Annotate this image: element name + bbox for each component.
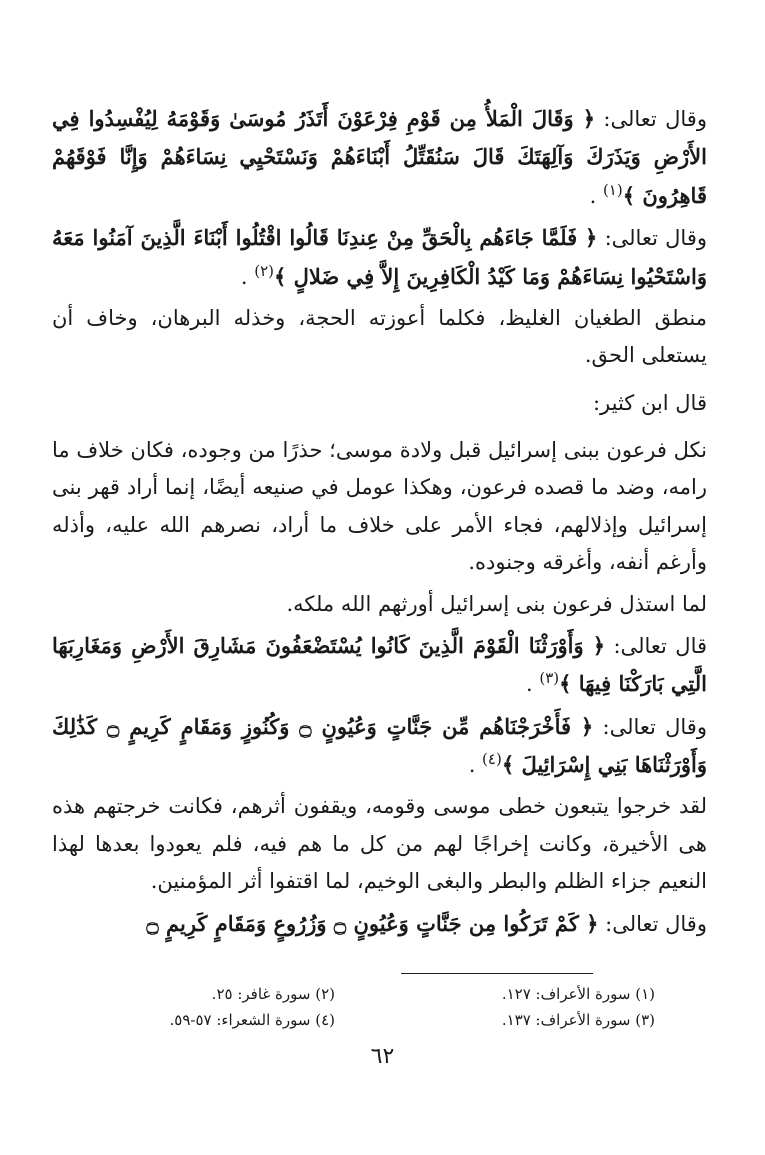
paragraph-8 <box>52 708 707 785</box>
quran-verse: ﴿ وَقَالَ الْمَلأُ مِن قَوْمِ فِرْعَوْنَ أَتَذَرُ مُوسَىٰ وَقَوْمَهُ لِيُفْسِدُوا فِي الأَرْضِ وَيَذَرَكَ وَآلِهَتَكَ قَالَ سَنُقَتِّلُ أَبْنَاءَهُمْ وَنَسْتَحْيِي نِسَاءَهُمْ وَإِنَّا فَوْقَهُمْ قَاهِرُونَ ﴾ <box>52 106 707 208</box>
prose-text: لما استذل فرعون بنى إسرائيل أورثهم الله ملكه. <box>286 591 707 616</box>
paragraph-7 <box>52 627 707 704</box>
prose-text: نكل فرعون ببنى إسرائيل قبل ولادة موسى؛ حذرًا من وجوده، فكان خلاف ما رامه، وضد ما قصده فرعون، وهكذا عومل في صنيعه أيضًا، إنما أراد قهر بنى إسرائيل وإذلالهم، فجاء الأمر على خلاف ما أراد، نصرهم الله عليه، وأذله وأرغم أنفه، وأغرقه وجنوده. <box>52 438 707 575</box>
footnote-2: (٢) سورة غافر: ٢٥. <box>211 985 335 1003</box>
prose-text: قال ابن كثير: <box>592 390 707 415</box>
sentence-end: . <box>468 753 483 777</box>
footnote-3: (٣) سورة الأعراف: ١٣٧. <box>501 1010 655 1029</box>
sentence-end: . <box>525 672 540 697</box>
paragraph-3 <box>52 300 707 375</box>
footnote-ref: (٣) <box>539 669 560 688</box>
paragraph-4 <box>52 385 707 422</box>
page-number: ٦٢ <box>370 1044 395 1069</box>
paragraph-6 <box>52 586 707 623</box>
body-text <box>52 100 707 947</box>
paragraph-1 <box>52 100 707 215</box>
verse-intro: وقال تعالى: <box>593 714 707 739</box>
prose-text: لقد خرجوا يتبعون خطى موسى وقومه، ويقفون أثرهم، فكانت خرجتهم هذه هى الأخيرة، وكانت إخراجًا لهم من كل ما هم فيه، فلم يعودوا بعدها لهذا النعيم جزاء الظلم والبطر والبغى الوخيم، لما اقتفوا أثر المؤمنين. <box>52 794 707 894</box>
sentence-end: . <box>240 264 255 289</box>
quran-verse: ﴿ كَمْ تَرَكُوا مِن جَنَّاتٍ وَعُيُونٍ ۝ وَزُرُوعٍ وَمَقَامٍ كَرِيمٍ ۝ <box>146 910 599 936</box>
prose-text: منطق الطغيان الغليظ، فكلما أعوزته الحجة، وخذله البرهان، وخاف أن يستعلى الحق. <box>52 305 707 368</box>
quran-verse: ﴿ فَلَمَّا جَاءَهُم بِالْحَقِّ مِنْ عِندِنَا قَالُوا اقْتُلُوا أَبْنَاءَ الَّذِينَ آمَنُوا مَعَهُ وَاسْتَحْيُوا نِسَاءَهُمْ وَمَا كَيْدُ الْكَافِرِينَ إِلاَّ فِي ضَلالٍ ﴾ <box>52 225 707 289</box>
footnote-ref: (١) <box>602 180 623 199</box>
verse-intro: قال تعالى: <box>605 633 708 658</box>
quran-verse: ﴿ فَأَخْرَجْنَاهُم مِّن جَنَّاتٍ وَعُيُونٍ ۝ وَكُنُوزٍ وَمَقَامٍ كَرِيمٍ ۝ كَذَٰلِكَ وَأَوْرَثْنَاهَا بَنِي إِسْرَائِيلَ ﴾ <box>52 713 707 777</box>
quran-verse: ﴿ وَأَوْرَثْنَا الْقَوْمَ الَّذِينَ كَانُوا يُسْتَضْعَفُونَ مَشَارِقَ الأَرْضِ وَمَغَارِبَهَا الَّتِي بَارَكْنَا فِيهَا ﴾ <box>52 632 707 697</box>
paragraph-5 <box>52 432 707 582</box>
verse-intro: وقال تعالى: <box>595 107 707 131</box>
sentence-end: . <box>589 183 603 208</box>
footnote-4: (٤) سورة الشعراء: ٥٧-٥٩. <box>169 1010 335 1029</box>
footnote-ref: (٢) <box>254 261 275 280</box>
footnote-divider <box>401 973 593 974</box>
footnote-1: (١) سورة الأعراف: ١٢٧. <box>501 985 655 1003</box>
footnote-ref: (٤) <box>482 750 502 768</box>
verse-intro: وقال تعالى: <box>597 226 707 251</box>
paragraph-2 <box>52 219 707 296</box>
verse-intro: وقال تعالى: <box>598 911 707 936</box>
paragraph-9 <box>52 788 707 900</box>
footnotes <box>75 982 655 1033</box>
paragraph-10 <box>52 905 707 943</box>
